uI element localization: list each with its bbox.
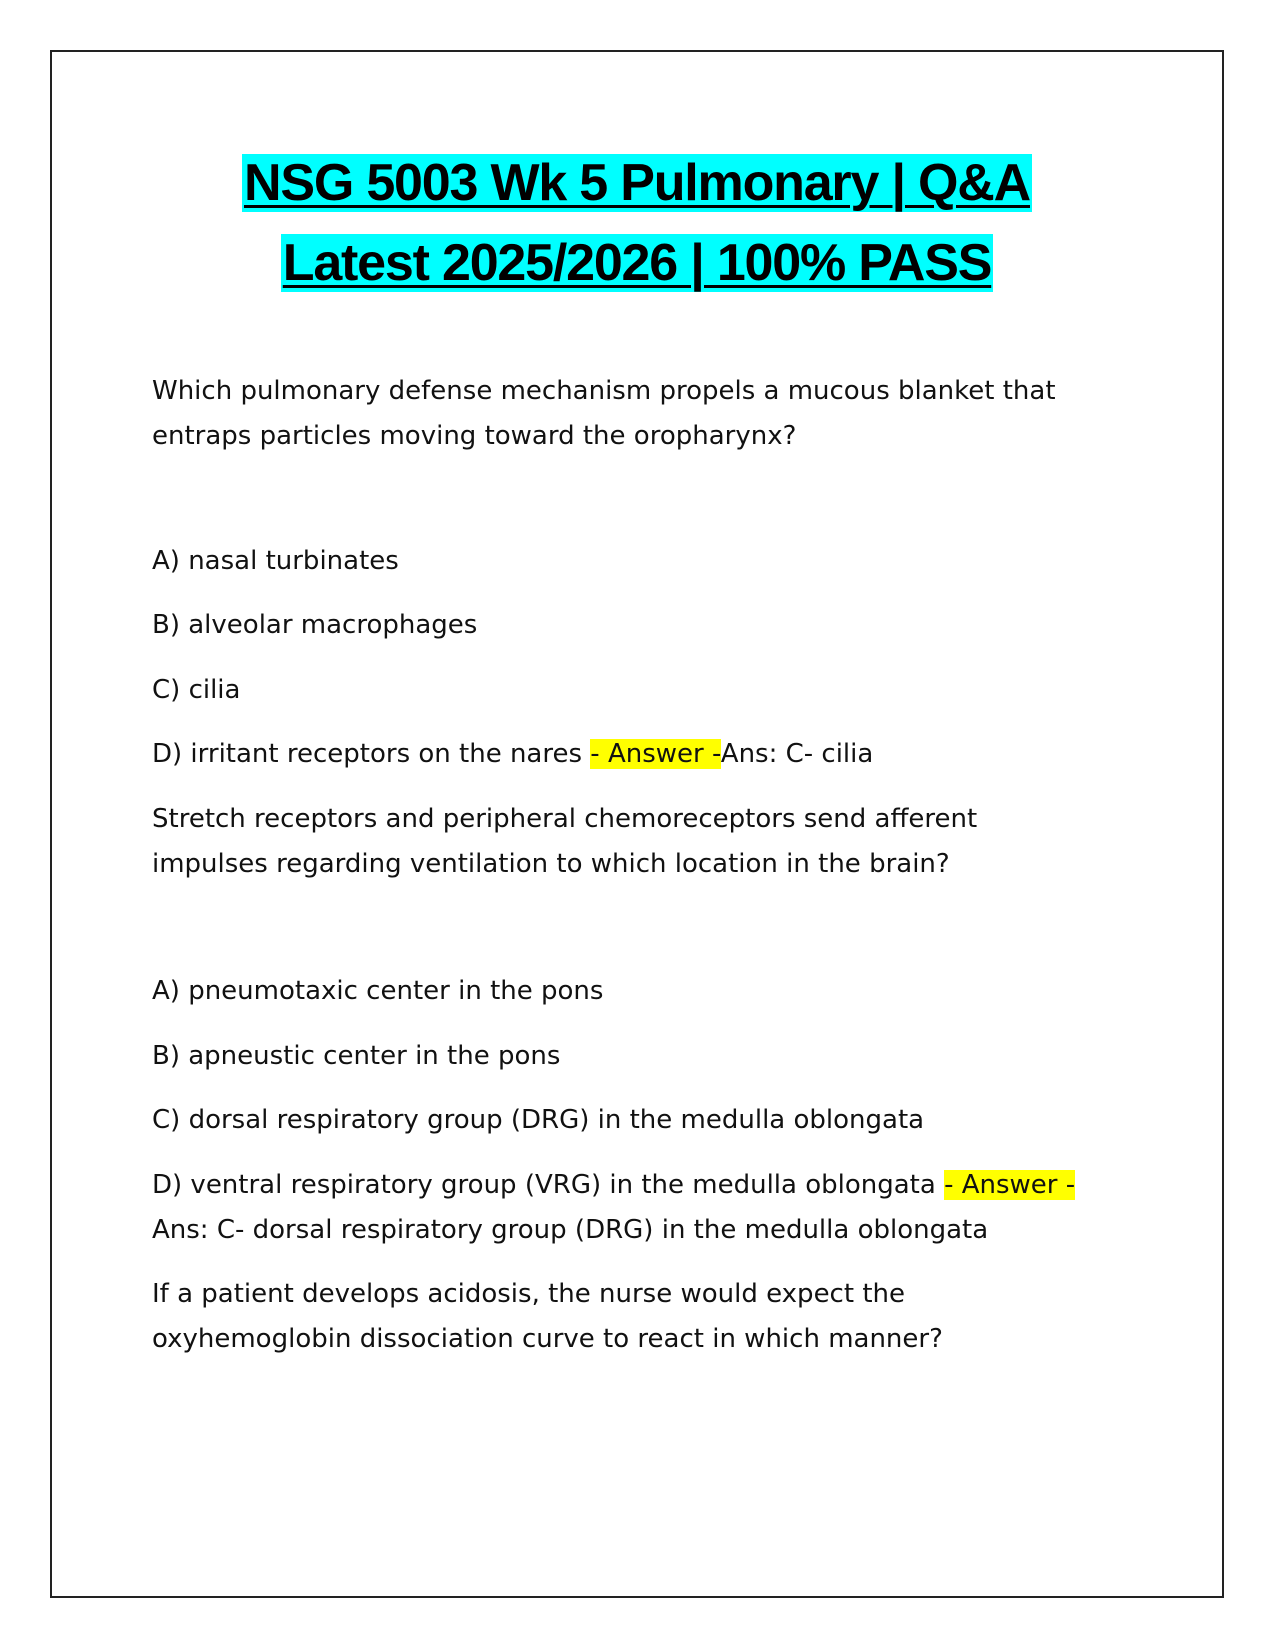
question-2-option-a: A) pneumotaxic center in the pons: [152, 976, 604, 1006]
question-1-option-b: B) alveolar macrophages: [152, 610, 478, 640]
question-1-stem-line-2: entraps particles moving toward the oropharynx?: [152, 421, 797, 451]
title-highlight-2: Latest 2025/2026 | 100% PASS: [282, 234, 992, 292]
question-2-option-d: D) ventral respiratory group (VRG) in the medulla oblongata: [152, 1170, 945, 1200]
question-2-answer-marker: - Answer -: [944, 1170, 1076, 1200]
page-title-line-2: [50, 228, 1224, 298]
question-2-answer-text: Ans: C- dorsal respiratory group (DRG) in the medulla oblongata: [152, 1215, 989, 1245]
question-1-option-a: A) nasal turbinates: [152, 546, 399, 576]
question-1-option-c: C) cilia: [152, 675, 241, 705]
question-1-answer-marker: - Answer -: [590, 739, 721, 769]
question-2-stem-line-1: Stretch receptors and peripheral chemoreceptors send afferent: [152, 804, 978, 834]
question-3-stem-line-1: If a patient develops acidosis, the nurse would expect the: [152, 1279, 905, 1309]
question-1-option-d-line: [152, 731, 1112, 778]
question-2-stem-line-2: impulses regarding ventilation to which location in the brain?: [152, 849, 950, 879]
question-1-option-d: D) irritant receptors on the nares: [152, 739, 591, 769]
question-3-stem-line-2: oxyhemoglobin dissociation curve to react in which manner?: [152, 1324, 943, 1354]
question-2-option-b: B) apneustic center in the pons: [152, 1041, 561, 1071]
title-highlight-1: NSG 5003 Wk 5 Pulmonary | Q&A: [243, 154, 1030, 212]
question-1-stem-line-1: Which pulmonary defense mechanism propels a mucous blanket that: [152, 376, 1056, 406]
page-title-line-1: [50, 148, 1224, 218]
question-2-option-d-line: [152, 1162, 1112, 1209]
question-1-answer-text: Ans: C- cilia: [720, 739, 874, 769]
question-2-option-c: C) dorsal respiratory group (DRG) in the medulla oblongata: [152, 1105, 925, 1135]
